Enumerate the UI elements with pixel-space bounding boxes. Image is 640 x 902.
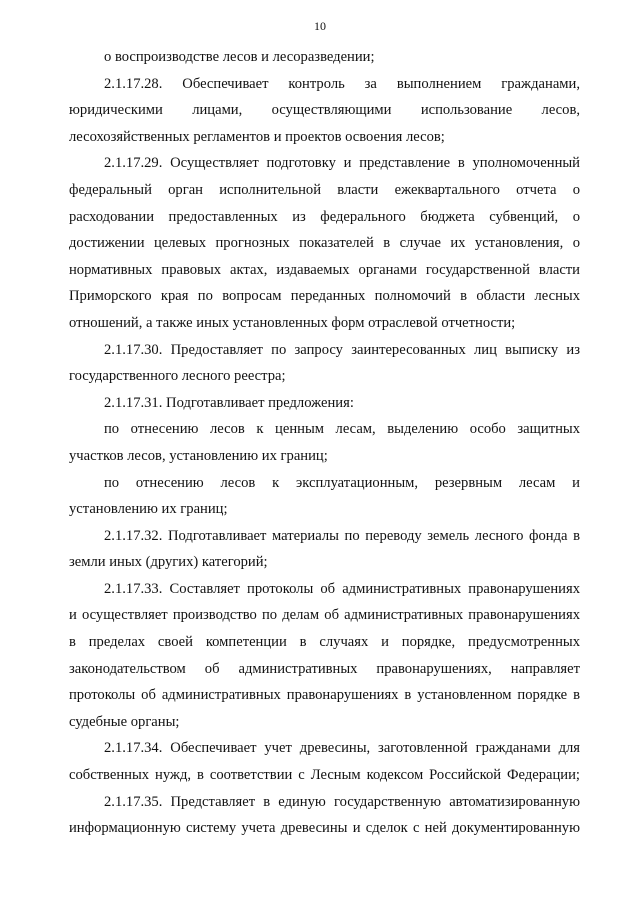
- text-line: 2.1.17.33. Составляет протоколы об административных правонарушениях: [104, 580, 580, 597]
- text-line: государственного лесного реестра;: [69, 368, 286, 385]
- text-line: 2.1.17.31. Подготавливает предложения:: [104, 394, 354, 411]
- text-line: лесохозяйственных регламентов и проектов освоения лесов;: [69, 128, 445, 145]
- text-line: по отнесению лесов к эксплуатационным, резервным лесам и: [104, 474, 580, 491]
- text-line: достижении целевых прогнозных показателей в случае их установления, о: [69, 235, 580, 252]
- text-line: установлению их границ;: [69, 501, 228, 518]
- text-line: судебные органы;: [69, 713, 180, 730]
- text-line: юридическими лицами, осуществляющими использование лесов,: [69, 102, 580, 119]
- text-line: и осуществляет производство по делам об административных правонарушениях: [69, 607, 580, 624]
- text-line: участков лесов, установлению их границ;: [69, 447, 328, 464]
- document-body: [69, 44, 580, 842]
- text-line: 2.1.17.34. Обеспечивает учет древесины, заготовленной гражданами для: [104, 740, 580, 757]
- text-line: о воспроизводстве лесов и лесоразведении;: [104, 49, 375, 65]
- text-line: 2.1.17.28. Обеспечивает контроль за выполнением гражданами,: [104, 75, 580, 92]
- text-line: в пределах своей компетенции в случаях и порядке, предусмотренных: [69, 634, 580, 651]
- text-line: 2.1.17.35. Представляет в единую государственную автоматизированную: [104, 793, 580, 810]
- page-number: 10: [314, 19, 326, 33]
- text-line: федеральный орган исполнительной власти ежеквартального отчета о: [69, 181, 580, 198]
- text-line: протоколы об административных правонарушениях в установленном порядке в: [69, 687, 580, 704]
- text-line: 2.1.17.30. Предоставляет по запросу заинтересованных лиц выписку из: [104, 341, 580, 358]
- text-line: собственных нужд, в соответствии с Лесным кодексом Российской Федерации;: [69, 767, 580, 784]
- text-line: Приморского края по вопросам переданных полномочий в области лесных: [69, 288, 580, 305]
- text-line: расходовании предоставленных из федерального бюджета субвенций, о: [69, 208, 580, 225]
- text-line: информационную систему учета древесины и сделок с ней документированную: [69, 820, 580, 837]
- text-line: земли иных (других) категорий;: [69, 554, 268, 571]
- text-line: по отнесению лесов к ценным лесам, выделению особо защитных: [104, 421, 580, 438]
- text-line: 2.1.17.29. Осуществляет подготовку и представление в уполномоченный: [104, 155, 580, 172]
- text-line: 2.1.17.32. Подготавливает материалы по переводу земель лесного фонда в: [104, 527, 580, 544]
- text-line: нормативных правовых актах, издаваемых органами государственной власти: [69, 261, 580, 278]
- text-line: отношений, а также иных установленных форм отраслевой отчетности;: [69, 314, 516, 331]
- text-line: законодательством об административных правонарушениях, направляет: [69, 660, 580, 677]
